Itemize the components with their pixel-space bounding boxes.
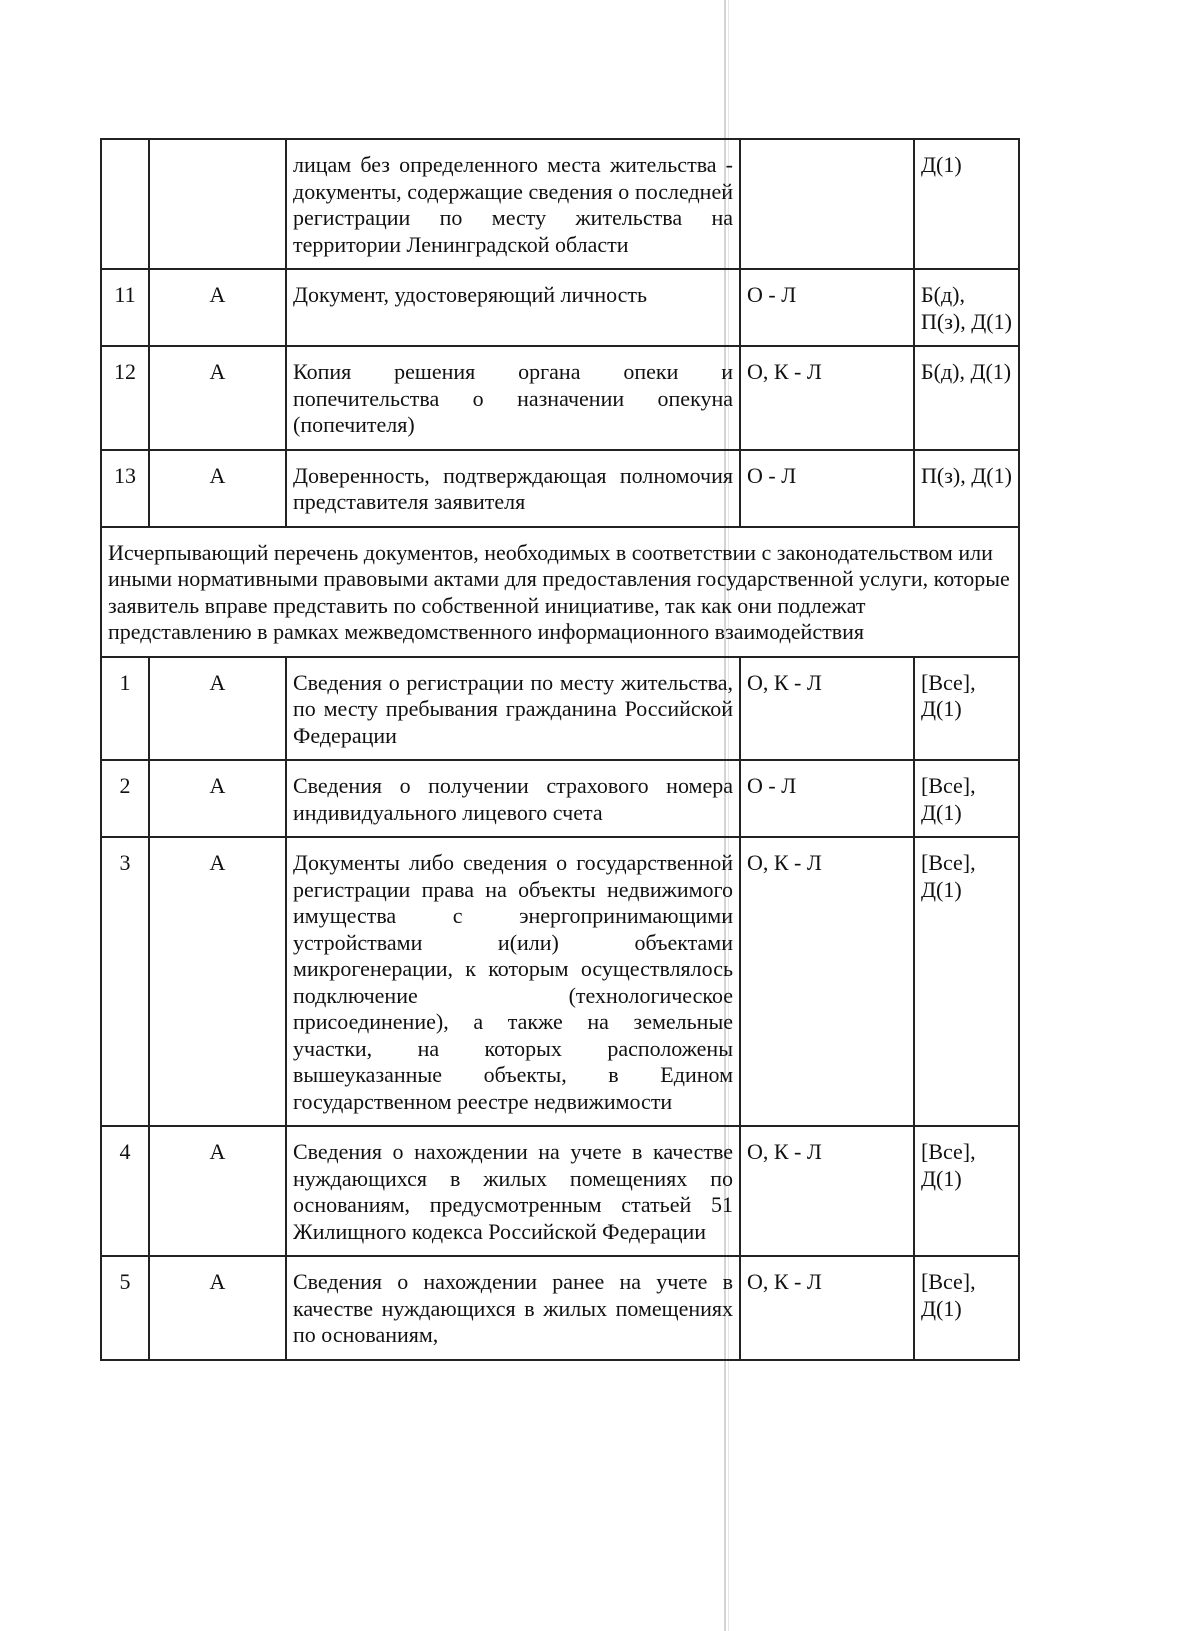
section-row xyxy=(101,527,1019,657)
row-category: А xyxy=(149,1256,286,1360)
table-row xyxy=(101,760,1019,837)
row-code: Д(1) xyxy=(914,139,1019,269)
row-category: А xyxy=(149,837,286,1126)
table-row xyxy=(101,269,1019,346)
row-category: А xyxy=(149,760,286,837)
row-category: А xyxy=(149,450,286,527)
row-category xyxy=(149,139,286,269)
row-description: Копия решения органа опеки и попечительства о назначении опекуна (попечителя) xyxy=(286,346,740,450)
row-code: [Все], Д(1) xyxy=(914,1126,1019,1256)
row-number: 5 xyxy=(101,1256,149,1360)
row-description: Документ, удостоверяющий личность xyxy=(286,269,740,346)
row-number: 2 xyxy=(101,760,149,837)
row-description: Сведения о получении страхового номера индивидуального лицевого счета xyxy=(286,760,740,837)
row-form: О - Л xyxy=(740,450,914,527)
table-row xyxy=(101,837,1019,1126)
row-number: 13 xyxy=(101,450,149,527)
row-category: А xyxy=(149,269,286,346)
table-row xyxy=(101,657,1019,761)
row-number: 12 xyxy=(101,346,149,450)
row-number: 3 xyxy=(101,837,149,1126)
row-form: О - Л xyxy=(740,760,914,837)
row-description: Сведения о регистрации по месту жительства, по месту пребывания гражданина Российской Федерации xyxy=(286,657,740,761)
table-row xyxy=(101,1256,1019,1360)
row-code: [Все], Д(1) xyxy=(914,657,1019,761)
row-code: [Все], Д(1) xyxy=(914,1256,1019,1360)
row-form xyxy=(740,139,914,269)
row-form: О, К - Л xyxy=(740,1256,914,1360)
row-number xyxy=(101,139,149,269)
row-description: лицам без определенного места жительства - документы, содержащие сведения о последней регистрации по месту жительства на территории Ленинградской области xyxy=(286,139,740,269)
row-category: А xyxy=(149,1126,286,1256)
table-row xyxy=(101,1126,1019,1256)
row-description: Сведения о нахождении ранее на учете в качестве нуждающихся в жилых помещениях по основаниям, xyxy=(286,1256,740,1360)
documents-table xyxy=(100,138,1020,1361)
row-form: О, К - Л xyxy=(740,657,914,761)
row-form: О - Л xyxy=(740,269,914,346)
row-description: Доверенность, подтверждающая полномочия представителя заявителя xyxy=(286,450,740,527)
table-row xyxy=(101,450,1019,527)
row-description: Сведения о нахождении на учете в качестве нуждающихся в жилых помещениях по основаниям, предусмотренным статьей 51 Жилищного кодекса Российской Федерации xyxy=(286,1126,740,1256)
row-category: А xyxy=(149,346,286,450)
row-code: [Все], Д(1) xyxy=(914,760,1019,837)
row-form: О, К - Л xyxy=(740,1126,914,1256)
row-number: 4 xyxy=(101,1126,149,1256)
row-code: Б(д), Д(1) xyxy=(914,346,1019,450)
row-number: 11 xyxy=(101,269,149,346)
row-description: Документы либо сведения о государственной регистрации права на объекты недвижимого имущества с энергопринимающими устройствами и(или) объектами микрогенерации, к которым осуществлялось подключение (технологическое присоединение), а также на земельные участки, на которых расположены вышеуказанные объекты, в Едином государственном реестре недвижимости xyxy=(286,837,740,1126)
section-heading: Исчерпывающий перечень документов, необходимых в соответствии с законодательством или иными нормативными правовыми актами для предоставления государственной услуги, которые заявитель вправе представить по собственной инициативе, так как они подлежат представлению в рамках межведомственного информационного взаимодействия xyxy=(101,527,1019,657)
row-form: О, К - Л xyxy=(740,837,914,1126)
row-form: О, К - Л xyxy=(740,346,914,450)
table-row xyxy=(101,346,1019,450)
row-code: П(з), Д(1) xyxy=(914,450,1019,527)
row-code: [Все], Д(1) xyxy=(914,837,1019,1126)
row-number: 1 xyxy=(101,657,149,761)
row-code: Б(д), П(з), Д(1) xyxy=(914,269,1019,346)
row-category: А xyxy=(149,657,286,761)
table-row xyxy=(101,139,1019,269)
